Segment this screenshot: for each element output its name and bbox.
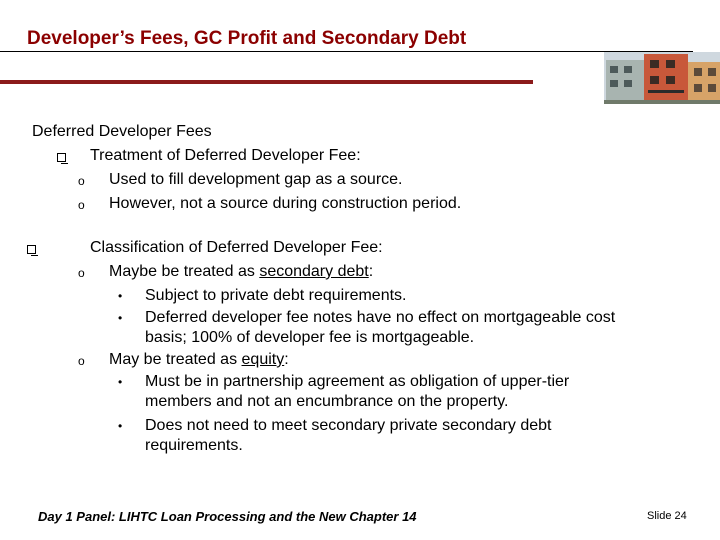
- list-item: [32, 260, 712, 284]
- punctuation: :: [368, 263, 374, 280]
- classification-item: [32, 236, 712, 260]
- footer-caption: Day 1 Panel: LIHTC Loan Processing and the New Chapter 14: [38, 509, 417, 524]
- list-item-continuation: requirements.: [145, 437, 243, 454]
- building-photo: [604, 52, 720, 104]
- dot-bullet-icon: •: [118, 311, 123, 325]
- dot-bullet-icon: •: [118, 419, 123, 433]
- dot-bullet-icon: •: [118, 375, 123, 389]
- circle-bullet-icon: o: [78, 354, 85, 368]
- slide-title: Developer’s Fees, GC Profit and Secondary Debt: [27, 28, 467, 49]
- checkbox-bullet-icon: [27, 237, 36, 261]
- list-item-text: Deferred developer fee notes have no effect on mortgageable cost: [145, 309, 616, 326]
- equity-term: equity: [241, 351, 285, 368]
- list-item: [32, 372, 712, 392]
- circle-bullet-icon: o: [78, 174, 85, 188]
- list-item-text: Must be in partnership agreement as obligation of upper-tier: [145, 373, 570, 390]
- list-item-continuation: members and not an encumbrance on the property.: [145, 393, 509, 410]
- slide-number: Slide 24: [647, 510, 687, 522]
- treatment-label: Treatment of Deferred Developer Fee:: [90, 147, 361, 164]
- dot-bullet-icon: •: [118, 289, 123, 303]
- punctuation: :: [284, 351, 289, 368]
- list-item: [32, 416, 712, 436]
- checkbox-bullet-icon: [57, 145, 66, 169]
- list-item: [32, 284, 712, 308]
- list-item-continuation: basis; 100% of developer fee is mortgageable.: [145, 329, 475, 346]
- list-item-text: Maybe be treated as: [109, 263, 260, 280]
- slide-body: [32, 120, 712, 456]
- list-item-text: However, not a source during construction period.: [109, 195, 462, 212]
- title-divider: [0, 51, 693, 52]
- list-item-text: Does not need to meet secondary private secondary debt: [145, 417, 552, 434]
- treatment-item: [32, 144, 712, 168]
- list-item: [32, 348, 712, 372]
- list-item: [32, 168, 712, 192]
- secondary-debt-term: secondary debt: [259, 263, 369, 280]
- circle-bullet-icon: o: [78, 266, 85, 280]
- list-item-text: Used to fill development gap as a source.: [109, 171, 403, 188]
- circle-bullet-icon: o: [78, 198, 85, 212]
- accent-rule: [0, 80, 533, 84]
- classification-label: Classification of Deferred Developer Fee:: [90, 239, 383, 256]
- list-item-text: May be treated as: [109, 351, 242, 368]
- list-item-text: Subject to private debt requirements.: [145, 287, 407, 304]
- list-item: [32, 308, 712, 328]
- list-item: [32, 192, 712, 216]
- section-heading: Deferred Developer Fees: [32, 123, 212, 140]
